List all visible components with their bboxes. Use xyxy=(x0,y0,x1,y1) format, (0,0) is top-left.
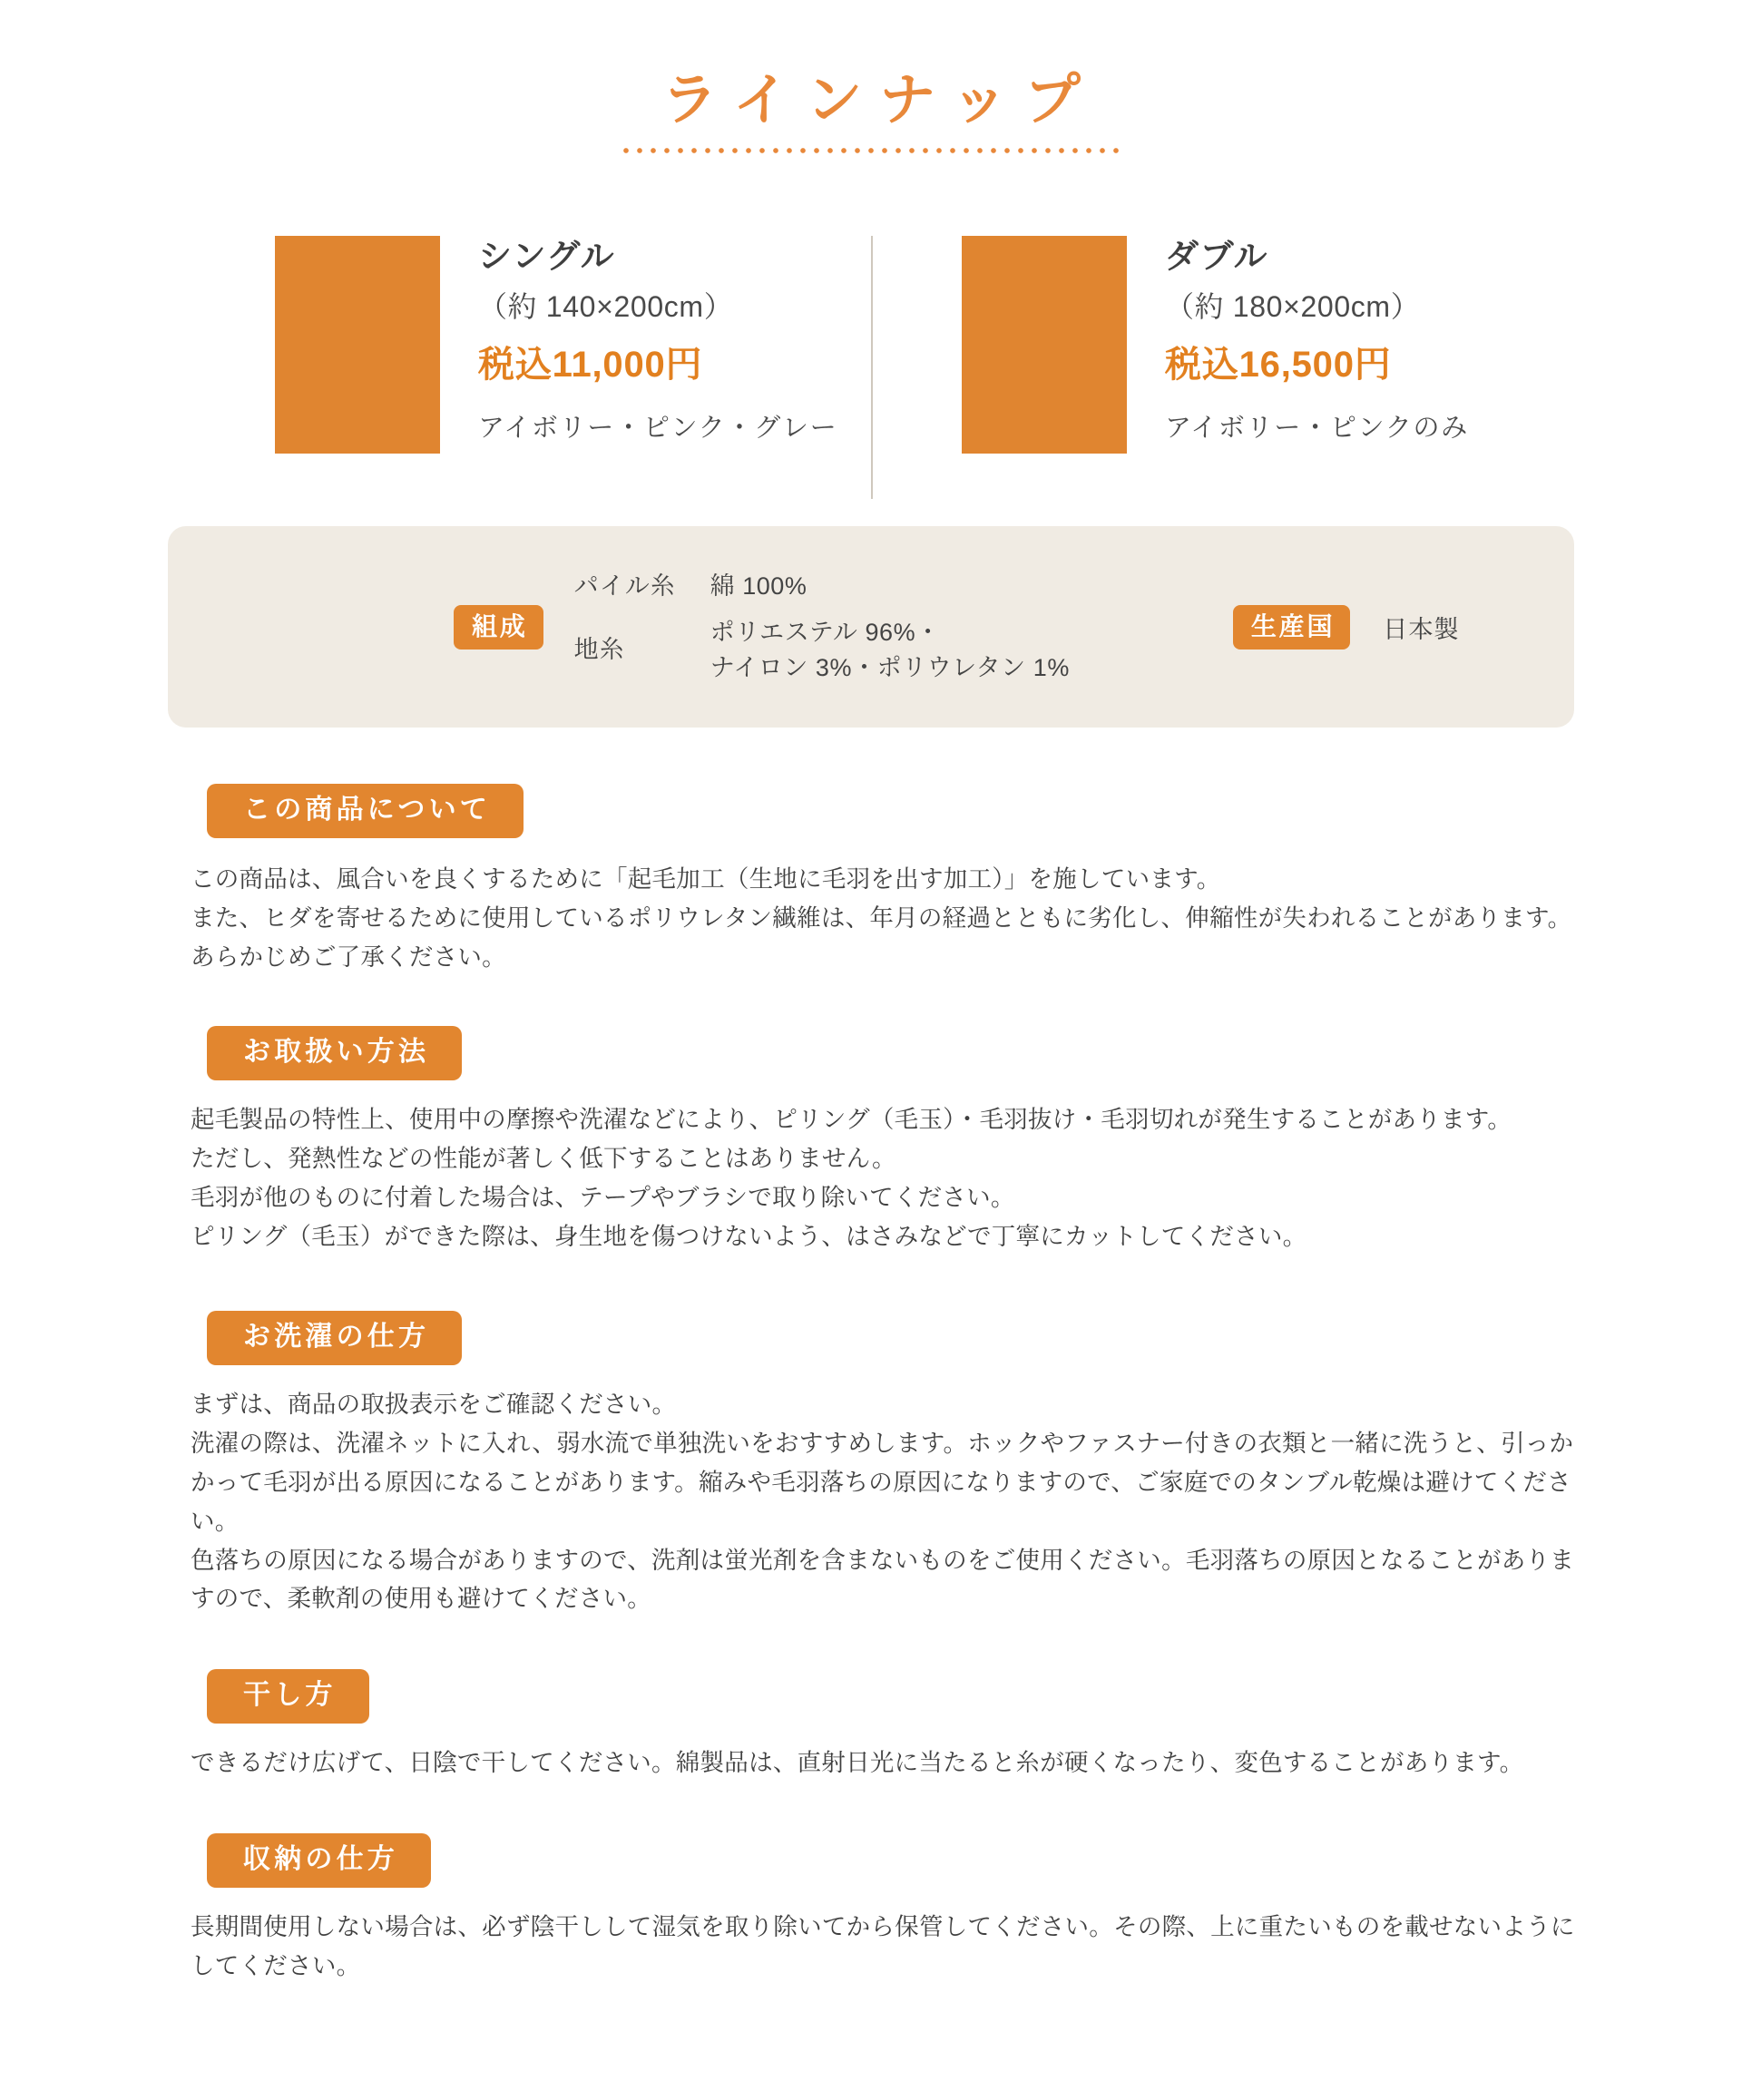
section-paragraph: この商品は、風合いを良くするために「起毛加工（生地に毛羽を出す加工）」を施しています。 xyxy=(191,865,1221,894)
section-paragraph: 色落ちの原因になる場合がありますので、洗剤は蛍光剤を含まないものをご使用ください。毛羽落ちの原因となることがありますので、柔軟剤の使用も避けてください。 xyxy=(191,1546,1575,1613)
section-drying xyxy=(163,1669,1579,1783)
page-title: ラインナップ xyxy=(661,69,1098,132)
section-handling xyxy=(163,1026,1579,1256)
product-swatch xyxy=(275,236,440,454)
composition-label: パイル糸 xyxy=(573,571,676,600)
section-paragraph: 起毛製品の特性上、使用中の摩擦や洗濯などにより、ピリング（毛玉）・毛羽抜け・毛羽切れが発生することがあります。 xyxy=(191,1106,1512,1134)
product-swatch xyxy=(962,236,1127,454)
color-options: アイボリー・ピンクのみ xyxy=(1165,414,1469,444)
country-tag: 生産国 xyxy=(1233,605,1350,650)
lineup-item-text xyxy=(478,220,837,446)
lineup-item-double xyxy=(871,220,1529,454)
section-heading: 収納の仕方 xyxy=(207,1833,431,1888)
section-heading: この商品について xyxy=(207,784,524,838)
section-body xyxy=(191,1385,1579,1619)
section-washing xyxy=(163,1311,1579,1619)
lineup-item-text xyxy=(1165,220,1469,446)
section-storage xyxy=(163,1833,1579,1986)
country-group xyxy=(1233,605,1460,650)
composition-value: 綿 100% xyxy=(710,571,807,600)
section-paragraph: ただし、発熱性などの性能が著しく低下することはありません。 xyxy=(191,1145,896,1173)
composition-row xyxy=(574,569,1070,604)
section-heading: お取扱い方法 xyxy=(207,1026,462,1080)
specification-panel xyxy=(168,526,1574,728)
composition-value xyxy=(710,615,1070,686)
composition-value-line2: ナイロン 3%・ポリウレタン 1% xyxy=(710,653,1070,681)
composition-rows xyxy=(574,569,1070,686)
section-about-product xyxy=(163,784,1579,977)
section-paragraph: 長期間使用しない場合は、必ず陰干しして湿気を取り除いてから保管してください。その際、上に重たいものを載せないようにしてください。 xyxy=(191,1913,1575,1980)
section-paragraph: できるだけ広げて、日陰で干してください。綿製品は、直射日光に当たると糸が硬くなったり、変色することがあります。 xyxy=(191,1749,1524,1777)
composition-label: 地糸 xyxy=(573,636,625,664)
section-paragraph: 毛羽が他のものに付着した場合は、テープやブラシで取り除いてください。 xyxy=(191,1184,1015,1211)
color-options: アイボリー・ピンク・グレー xyxy=(478,414,838,444)
composition-tag: 組成 xyxy=(454,605,543,650)
size-dimensions: （約 180×200cm） xyxy=(1165,290,1421,324)
section-heading: 干し方 xyxy=(207,1669,369,1724)
information-sections xyxy=(163,784,1579,2100)
section-heading: お洗濯の仕方 xyxy=(207,1311,462,1365)
section-paragraph: ピリング（毛玉）ができた際は、身生地を傷つけないよう、はさみなどで丁寧にカットしてください。 xyxy=(191,1222,1307,1250)
section-body xyxy=(191,1743,1579,1783)
section-body xyxy=(191,860,1579,977)
price: 税込11,000円 xyxy=(478,345,703,386)
title-dotted-underline xyxy=(621,147,1121,154)
section-paragraph: 洗濯の際は、洗濯ネットに入れ、弱水流で単独洗いをおすすめします。ホックやファスナー付きの衣類と一緒に洗うと、引っかかって毛羽が出る原因になることがあります。縮みや毛羽落ちの原因になりますので、ご家庭でのタンブル乾燥は避けてください。 xyxy=(191,1429,1574,1535)
composition-row xyxy=(574,615,1070,686)
composition-group xyxy=(454,569,1070,686)
price: 税込16,500円 xyxy=(1165,345,1392,386)
lineup-item-single xyxy=(213,220,871,454)
page-title-block xyxy=(0,0,1742,154)
size-name: ダブル xyxy=(1165,238,1268,276)
section-paragraph: また、ヒダを寄せるために使用しているポリウレタン繊維は、年月の経過とともに劣化し、伸縮性が失われることがあります。あらかじめご了承ください。 xyxy=(191,904,1572,972)
section-body xyxy=(191,1908,1579,1986)
composition-value-line1: ポリエステル 96%・ xyxy=(710,618,941,646)
country-value: 日本製 xyxy=(1383,615,1460,643)
section-body xyxy=(191,1100,1579,1256)
size-dimensions: （約 140×200cm） xyxy=(478,290,734,324)
lineup-section xyxy=(213,220,1529,454)
size-name: シングル xyxy=(478,238,616,276)
lineup-divider xyxy=(871,236,873,499)
section-paragraph: まずは、商品の取扱表示をご確認ください。 xyxy=(191,1390,677,1418)
